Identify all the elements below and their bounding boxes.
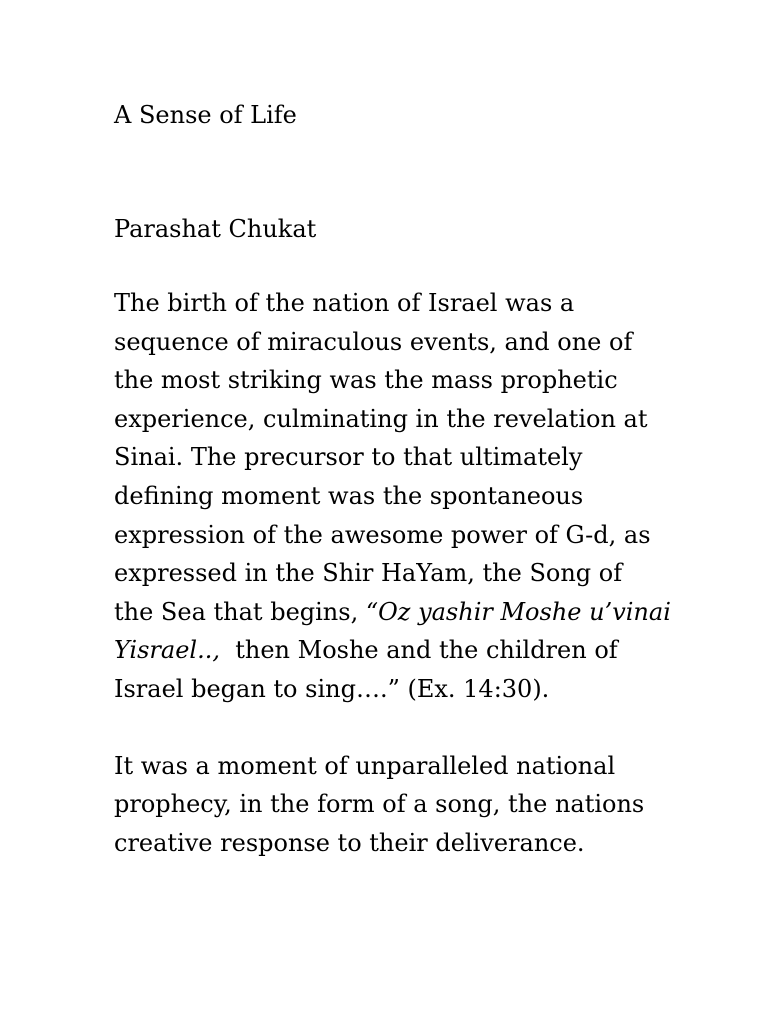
line-normal-text: then Moshe and the children of: [219, 636, 618, 665]
paragraph-line: The birth of the nation of Israel was a: [114, 289, 575, 317]
paragraph-line: expression of the awesome power of G-d, as: [114, 520, 651, 549]
document-subtitle: Parashat Chukat: [114, 215, 317, 243]
paragraph-line: the most striking was the mass prophetic: [114, 366, 618, 395]
paragraph-1: [114, 284, 714, 709]
document-title: A Sense of Life: [114, 101, 297, 129]
paragraph-line: [114, 631, 714, 670]
paragraph-line: prophecy, in the form of a song, the nations: [114, 790, 645, 819]
paragraph-line: defining moment was the spontaneous: [114, 481, 584, 510]
paragraph-line: Sinai. The precursor to that ultimately: [114, 443, 583, 472]
italic-quote: “Oz yashir Moshe u’vinai: [365, 597, 671, 626]
line-normal-text: the Sea that begins,: [114, 597, 366, 626]
italic-quote: Yisrael..,: [114, 636, 220, 665]
paragraph-line: Israel began to sing….” (Ex. 14:30).: [114, 674, 550, 703]
paragraph-line: sequence of miraculous events, and one of: [114, 327, 633, 356]
document-body: [114, 96, 714, 862]
paragraph-line: experience, culminating in the revelation at: [114, 404, 648, 433]
paragraph-line: It was a moment of unparalleled national: [114, 751, 616, 780]
paragraph-line: creative response to their deliverance.: [114, 828, 585, 857]
paragraph-2: [114, 747, 714, 863]
paragraph-line: expressed in the Shir HaYam, the Song of: [114, 559, 623, 588]
paragraph-line: [114, 593, 714, 632]
